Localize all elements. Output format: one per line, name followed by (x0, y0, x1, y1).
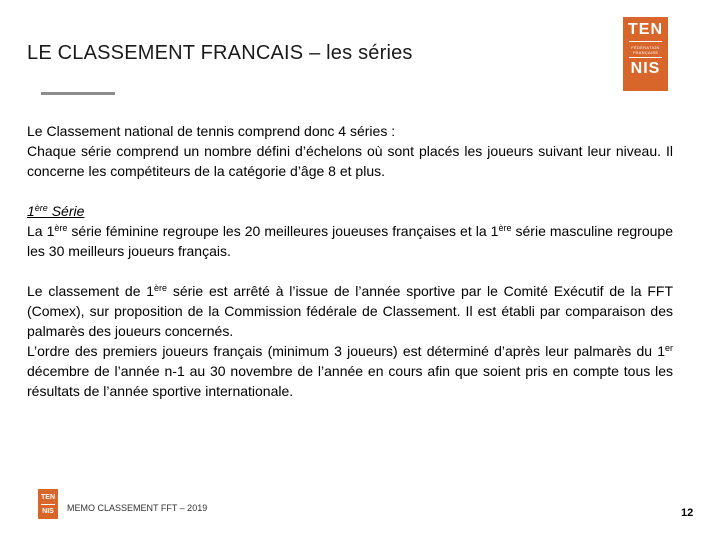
logo-text-top: TEN (628, 21, 663, 38)
section-heading: 1ère Série (27, 203, 85, 219)
footer-text: MEMO CLASSEMENT FFT – 2019 (67, 503, 208, 513)
serie-paragraph-3: L’ordre des premiers joueurs français (minimum 3 joueurs) est déterminé d’après leur palmarès du 1er décembre de l’année n-1 au 30 novembre de l’année en cours afin que soient pris en compte tous les résultats de l’année sportive internationale. (27, 343, 673, 399)
logo-text-middle: FÉDÉRATION FRANÇAISE (631, 45, 660, 55)
footer-logo: TEN NIS (38, 489, 58, 519)
logo-divider (629, 57, 662, 58)
slide-body (27, 121, 673, 401)
serie-paragraph-2: Le classement de 1ère série est arrêté à l’issue de l’année sportive par le Comité Exécutif de la FFT (Comex), sur proposition de la Commission fédérale de Classement. Il est établi par comparaison des palmarès des joueurs concernés. (27, 283, 673, 339)
intro-paragraph: Chaque série comprend un nombre défini d’échelons où sont placés les joueurs suivant leur niveau. Il concerne les compétiteurs de la catégorie d’âge 8 et plus. (27, 143, 673, 179)
slide-title: LE CLASSEMENT FRANCAIS – les séries (27, 42, 413, 64)
logo-text-bottom: NIS (630, 60, 661, 77)
serie-paragraph-1: La 1ère série féminine regroupe les 20 meilleures joueuses françaises et la 1ère série masculine regroupe les 30 meilleurs joueurs français. (27, 223, 673, 259)
title-underline (41, 92, 115, 95)
intro-line: Le Classement national de tennis comprend donc 4 séries : (27, 123, 396, 139)
page-number: 12 (681, 507, 694, 519)
fft-tennis-logo (623, 17, 668, 91)
logo-divider (629, 41, 662, 42)
